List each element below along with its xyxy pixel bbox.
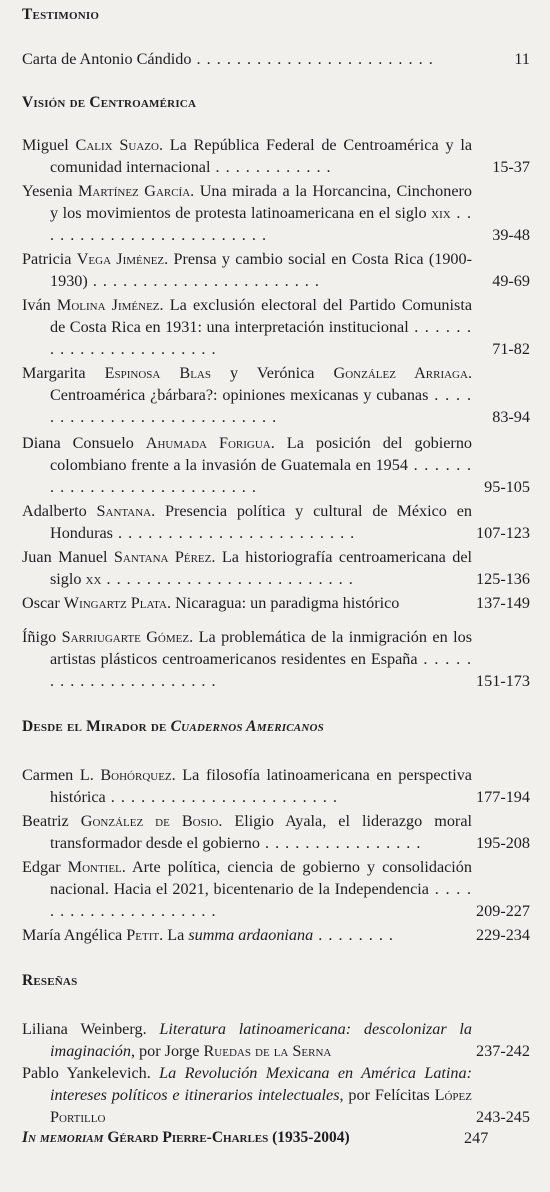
page-number: 177-194 bbox=[476, 788, 530, 806]
toc-entry bbox=[22, 626, 530, 692]
toc-entry bbox=[22, 432, 530, 498]
section-heading-resenas: Reseñas bbox=[22, 972, 78, 989]
page-number: 137-149 bbox=[476, 594, 530, 612]
toc-entry-review bbox=[22, 1018, 530, 1062]
section-heading-mirador: Desde el Mirador de Cuadernos Americanos bbox=[22, 718, 324, 735]
page-number: 15-37 bbox=[492, 158, 530, 176]
entry-text: Oscar Wingartz Plata. Nicaragua: un paradigma histórico bbox=[22, 594, 400, 612]
entry-text: María Angélica Petit. La summa ardaoniana . . . . . . . . bbox=[22, 926, 394, 944]
entry-text: Yesenia Martínez García. Una mirada a la Horcancina, Cinchonero y los movimientos de protesta latinoamericana en el siglo xix . . . . . . . . . . . . . . . . . . . . . . . . bbox=[22, 182, 472, 244]
page-number: 237-242 bbox=[476, 1042, 530, 1060]
entry-text: Íñigo Sarriugarte Gómez. La problemática de la inmigración en los artistas plásticos centroamericanos residentes en España . . . . . . . . . . . . . . . . . . . . . . bbox=[22, 628, 472, 690]
page-number: 39-48 bbox=[492, 226, 530, 244]
entry-text: Iván Molina Jiménez. La exclusión electoral del Partido Comunista de Costa Rica en 1931: una interpretación institucional . . . . . . . . . . . . . . . . . . . . . . . bbox=[22, 296, 472, 358]
section-heading-testimonio: Testimonio bbox=[22, 6, 100, 23]
toc-entry-review bbox=[22, 1062, 530, 1128]
toc-entry bbox=[22, 180, 530, 246]
page-number: 125-136 bbox=[476, 570, 530, 588]
entry-text: Diana Consuelo Ahumada Forigua. La posición del gobierno colombiano frente a la invasión de Guatemala en 1954 . . . . . . . . . . . . . . . . . . . . . . . . . . . bbox=[22, 434, 472, 496]
page-number: 107-123 bbox=[476, 524, 530, 542]
page-number: 151-173 bbox=[476, 672, 530, 690]
entry-text: Margarita Espinosa Blas y Verónica González Arriaga. Centroamérica ¿bárbara?: opiniones mexicanas y cubanas . . . . . . . . . . . . . . . . . . . . . . . . . . . bbox=[22, 364, 472, 426]
page-number: 49-69 bbox=[492, 272, 530, 290]
toc-entry bbox=[22, 248, 530, 292]
page-number: 95-105 bbox=[484, 478, 530, 496]
toc-entry-testimonio bbox=[22, 48, 530, 70]
entry-text: Pablo Yankelevich. La Revolución Mexicana en América Latina: intereses políticos e itinerarios intelectuales, por Felícitas López Portillo bbox=[22, 1064, 472, 1126]
page-number: 229-234 bbox=[476, 926, 530, 944]
toc-entry bbox=[22, 856, 530, 922]
entry-text: Juan Manuel Santana Pérez. La historiografía centroamericana del siglo xx . . . . . . . . . . . . . . . . . . . . . . . . . bbox=[22, 548, 472, 588]
toc-entry bbox=[22, 810, 530, 854]
entry-text: Beatriz González de Bosio. Eligio Ayala, el liderazgo moral transformador desde el gobierno . . . . . . . . . . . . . . . . bbox=[22, 812, 472, 852]
page-number: 71-82 bbox=[492, 340, 530, 358]
page-number: 243-245 bbox=[476, 1108, 530, 1126]
entry-text: Carta de Antonio Cándido . . . . . . . . . . . . . . . . . . . . . . . . bbox=[22, 50, 434, 68]
toc-entry bbox=[22, 362, 530, 428]
toc-entry bbox=[22, 764, 530, 808]
entry-text: Patricia Vega Jiménez. Prensa y cambio social en Costa Rica (1900-1930) . . . . . . . . . . . . . . . . . . . . . . . bbox=[22, 250, 472, 290]
page-number: 195-208 bbox=[476, 834, 530, 852]
section-heading-vision: Visión de Centroamérica bbox=[22, 94, 197, 111]
entry-text: Adalberto Santana. Presencia política y cultural de México en Honduras . . . . . . . . . . . . . . . . . . . . . . . . bbox=[22, 502, 472, 542]
page-number: 247 bbox=[464, 1129, 489, 1147]
page-number: 209-227 bbox=[476, 902, 530, 920]
entry-text: Liliana Weinberg. Literatura latinoamericana: descolonizar la imaginación, por Jorge Ruedas de la Serna bbox=[22, 1020, 472, 1060]
toc-entry bbox=[22, 294, 530, 360]
page-number: 83-94 bbox=[492, 408, 530, 426]
entry-text: Carmen L. Bohórquez. La filosofía latinoamericana en perspectiva histórica . . . . . . . . . . . . . . . . . . . . . . . bbox=[22, 766, 472, 806]
entry-text: Edgar Montiel. Arte política, ciencia de gobierno y consolidación nacional. Hacia el 2021, bicentenario de la Independencia . . . . . . . . . . . . . . . . . . . . . bbox=[22, 858, 472, 920]
page-number: 11 bbox=[514, 50, 530, 68]
toc-entry-in-memoriam: In memoriam Gérard Pierre-Charles (1935-2004) 247 bbox=[22, 1129, 489, 1147]
toc-entry bbox=[22, 592, 530, 614]
entry-text: Miguel Calix Suazo. La República Federal de Centroamérica y la comunidad internacional . . . . . . . . . . . . bbox=[22, 136, 472, 176]
toc-entry bbox=[22, 500, 530, 544]
toc-entry bbox=[22, 546, 530, 590]
toc-entry bbox=[22, 924, 530, 946]
toc-entry bbox=[22, 134, 530, 178]
